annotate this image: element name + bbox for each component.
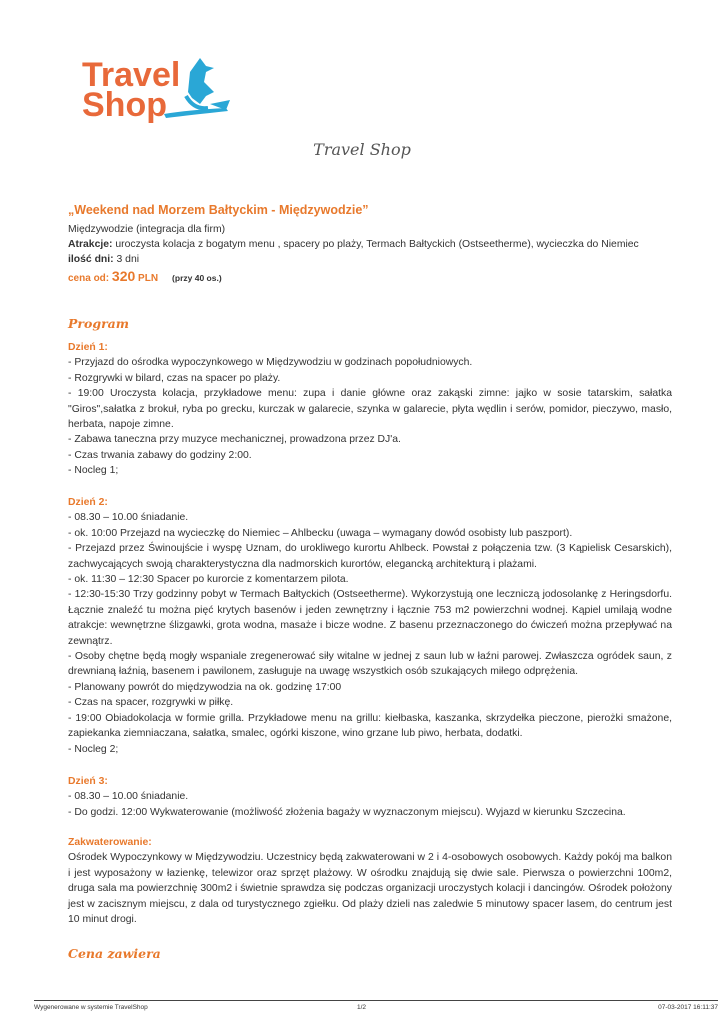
offer-title: „Weekend nad Morzem Bałtyckim - Międzywodzie” (68, 203, 369, 217)
day-2-line: - Czas na spacer, rozgrywki w piłkę. (68, 697, 234, 709)
day-1-line: - Przyjazd do ośrodka wypoczynkowego w Międzywodziu w godzinach popołudniowych. (68, 357, 473, 369)
days-label: ilość dni: (68, 254, 114, 265)
day-2-line: - Planowany powrót do międzywodzia na ok. godzinę 17:00 (68, 681, 342, 693)
day-1-line: - Czas trwania zabawy do godziny 2:00. (68, 449, 252, 461)
travelshop-logo (78, 52, 238, 136)
days-value: 3 dni (113, 254, 140, 265)
day-2-line: - ok. 10:00 Przejazd na wycieczkę do Niemiec – Ahlbecku (uwaga – wymagany dowód osobisty lub paszport). (68, 527, 573, 539)
attractions-label: Atrakcje: (68, 239, 113, 250)
price-currency: PLN (135, 273, 159, 284)
footer-divider (34, 1000, 718, 1001)
day-1-section (68, 340, 672, 479)
day-2-section (68, 495, 672, 757)
accommodation-title: Zakwaterowanie: (68, 837, 152, 848)
day-2-line: - Nocleg 2; (68, 743, 119, 755)
day-3-section (68, 774, 672, 820)
day-2-line: - Przejazd przez Świnoujście i wyspę Uznam, do urokliwego kurortu Ahlbeck. Powstał z połączenia tzw. (3 Kąpielisk Cesarskich), zachwycających swoją charakterystyczna dla nadmorskich kurortów, elegancką architekturą i plażami. (68, 543, 672, 570)
day-2-title: Dzień 2: (68, 497, 108, 508)
offer-subtitle: Międzywodzie (integracja dla firm) (68, 224, 226, 235)
day-2-line: - 08.30 – 10.00 śniadanie. (68, 512, 189, 524)
day-2-line: - ok. 11:30 – 12:30 Spacer po kurorcie z komentarzem pilota. (68, 574, 349, 586)
brand-title: Travel Shop (313, 140, 411, 159)
logo-line2: Shop (82, 86, 167, 124)
offer-attractions (68, 237, 672, 252)
logo-line1: Travel (82, 56, 181, 94)
day-3-line: - Do godzi. 12:00 Wykwaterowanie (możliwość złożenia bagaży w wyznaczonym miejscu). Wyjazd w kierunku Szczecina. (68, 806, 626, 818)
day-1-line: - Rozgrywki w bilard, czas na spacer po plaży. (68, 372, 281, 384)
price-amount: 320 (111, 268, 136, 284)
day-3-line: - 08.30 – 10.00 śniadanie. (68, 791, 189, 803)
day-2-line: - 12:30-15:30 Trzy godzinny pobyt w Termach Bałtyckich (Ostseetherme). Wykorzystują one leczniczą jodosolankę z Heringsdorfu. Łącznie znaleźć tu można pięć krytych basenów i jeden zewnętrzny i łącznie 753 m2 powierzchni wodnej. Kąpiel umilają wodne atrakcje: wewnętrzne ślizgawki, grota wodna, masaże i bicze wodne. Z basenu przeznaczonego do ćwiczeń można przepływać na zewnątrz. (68, 589, 672, 647)
price-label: cena od: (68, 273, 112, 284)
day-1-line: - Nocleg 1; (68, 465, 119, 477)
price-note: (przy 40 os.) (172, 273, 222, 283)
program-heading: Program (68, 316, 129, 331)
day-2-line: - 19:00 Obiadokolacja w formie grilla. Przykładowe menu na grillu: kiełbaska, kaszanka, skrzydełka pieczone, pierożki smażone, zapiekanka ziemniaczana, sałatka, smalec, ogórki kiszone, wino grzane lub piwo, herbata, dodatki. (68, 712, 672, 740)
day-1-line: - Zabawa taneczna przy muzyce mechanicznej, prowadzona przez DJ'a. (68, 434, 401, 446)
footer-datetime: 07-03-2017 16:11:37 (658, 1004, 718, 1011)
offer-summary (68, 203, 672, 286)
offer-price (68, 269, 672, 286)
day-2-line: - Osoby chętne będą mogły wspaniale zregenerować siły witalne w jednej z saun lub w łaźni parowej. Zwłaszcza ogródek saun, z drewnianą łaźnią, basenem i pawilonem, zasługuje na uwagę wszystkich osób szukających miłego odprężenia. (68, 651, 672, 678)
offer-days (68, 252, 672, 267)
footer-generated: Wygenerowane w systemie TravelShop (34, 1004, 148, 1011)
footer-page: 1/2 (357, 1004, 367, 1011)
attractions-value: uroczysta kolacja z bogatym menu , spacery po plaży, Termach Bałtyckich (Ostseetherme), wycieczka do Niemiec (112, 239, 639, 250)
price-includes-heading: Cena zawiera (68, 946, 161, 961)
accommodation-section (68, 835, 672, 927)
accommodation-text: Ośrodek Wypoczynkowy w Międzywodziu. Uczestnicy będą zakwaterowani w 2 i 4-osobowych osobowych. Każdy pokój ma balkon i jest wyposażony w łazienkę, telewizor oraz sprzęt plażowy. W ośrodku znajdują się dwie sale. Pierwsza o powierzchni 100m2, druga sala ma powierzchnię 300m2 i świetnie sprawdza się podczas organizacji uroczystych kolacji i dancingów. Ośrodek położony jest w zacisznym miejscu, z dala od turystycznego zgiełku. Od plaży dzieli nas zaledwie 5 minutowy spacer lasem, do centrum jest 10 minut drogi. (68, 852, 672, 926)
day-1-line: - 19:00 Uroczysta kolacja, przykładowe menu: zupa i danie główne oraz zakąski zimne: jajko w sosie tatarskim, sałatka "Giros",sałatka z brokuł, ryba po grecku, kurczak w galarecie, szynka w galarecie, płyta wędlin i serów, pomidor, pieczywo, masło, herbata, napoje zimne. (68, 388, 672, 431)
day-1-title: Dzień 1: (68, 342, 108, 353)
day-3-title: Dzień 3: (68, 776, 108, 787)
